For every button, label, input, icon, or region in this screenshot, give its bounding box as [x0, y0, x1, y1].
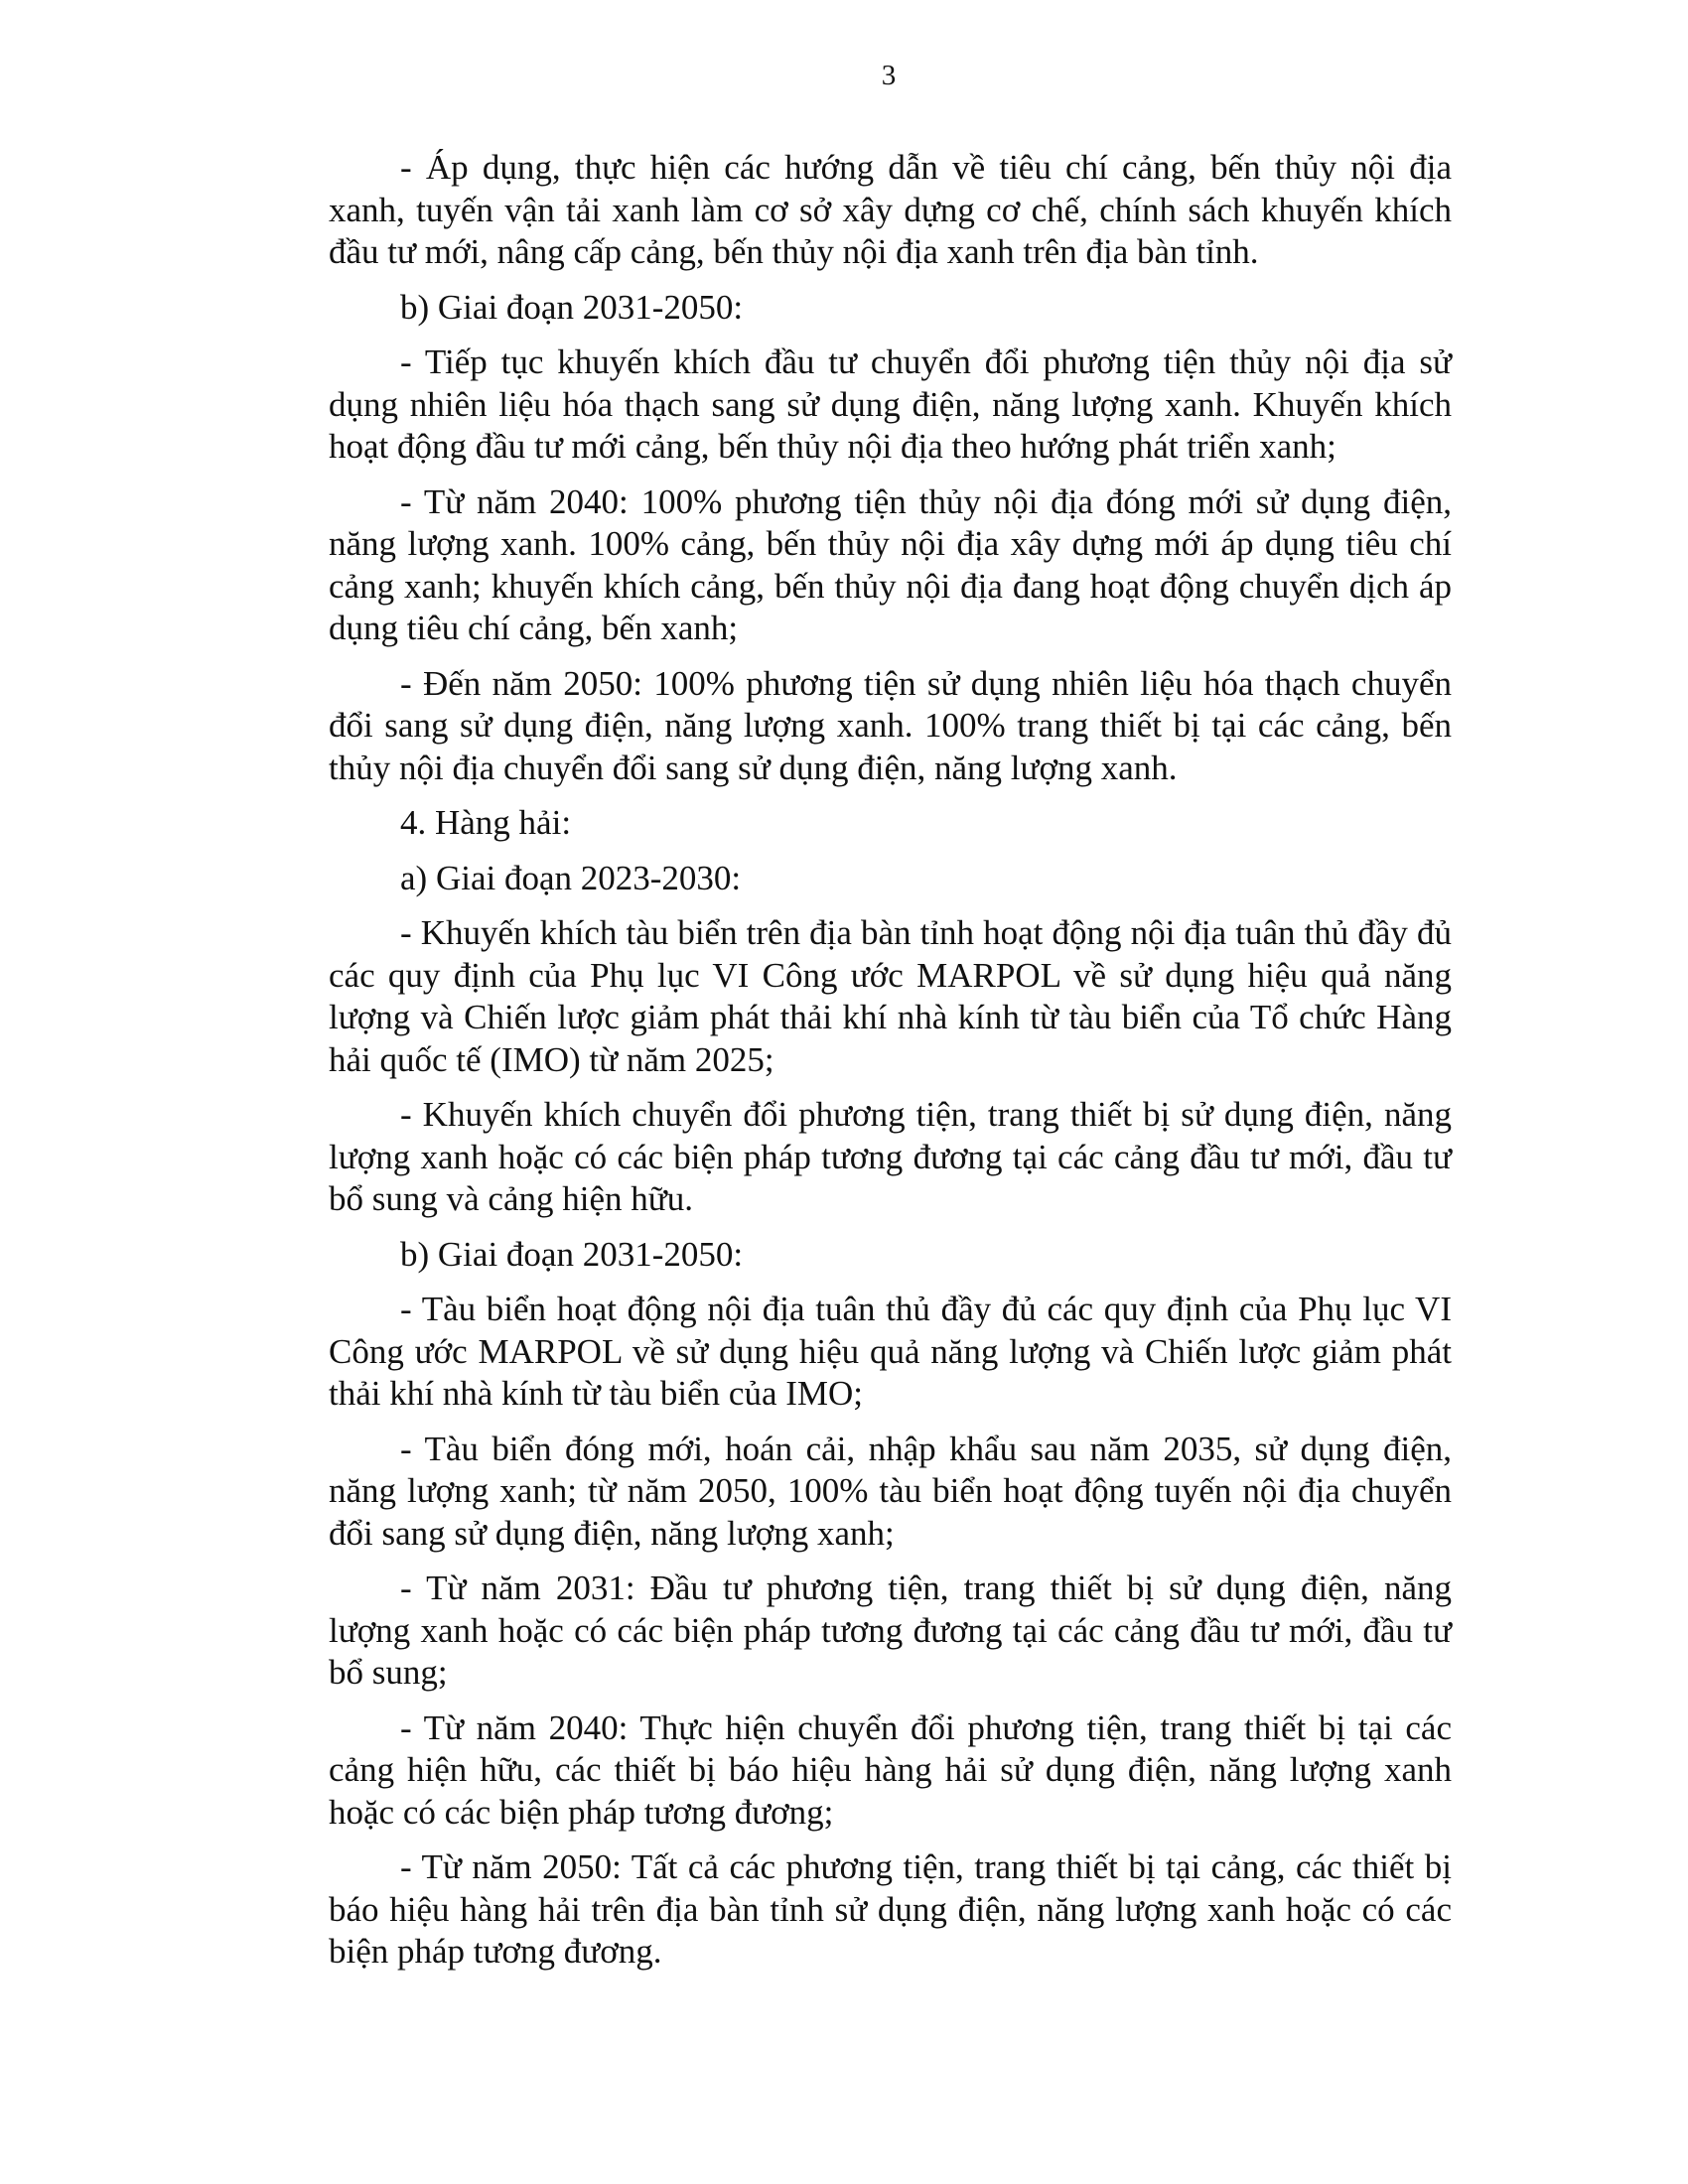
section-heading-maritime: 4. Hàng hải:: [400, 803, 572, 842]
paragraph-inland-from-2040: - Từ năm 2040: 100% phương tiện thủy nội địa đóng mới sử dụng điện, năng lượng xanh. 100% cảng, bến thủy nội địa xây dựng mới áp dụng tiêu chí cảng xanh; khuyến khích cảng, bến thủy nội địa đang hoạt động chuyển dịch áp dụng tiêu chí cảng, bến xanh;: [329, 481, 1452, 647]
paragraph-maritime-from-2031: - Từ năm 2031: Đầu tư phương tiện, trang thiết bị sử dụng điện, năng lượng xanh hoặc có các biện pháp tương đương tại các cảng đầu tư mới, đầu tư bổ sung;: [329, 1569, 1452, 1692]
paragraph-maritime-from-2050: - Từ năm 2050: Tất cả các phương tiện, trang thiết bị tại cảng, các thiết bị báo hiệu hàng hải trên địa bàn tỉnh sử dụng điện, năng lượng xanh hoặc có các biện pháp tương đương.: [329, 1847, 1452, 1971]
paragraph-inland-conversion: - Tiếp tục khuyến khích đầu tư chuyển đổi phương tiện thủy nội địa sử dụng nhiên liệu hóa thạch sang sử dụng điện, năng lượng xanh. Khuyến khích hoạt động đầu tư mới cảng, bến thủy nội địa theo hướng phát triển xanh;: [329, 342, 1452, 466]
document-body: [329, 147, 1452, 1986]
heading-maritime-phase-2023-2030: a) Giai đoạn 2023-2030:: [400, 858, 742, 897]
paragraph-maritime-new-ships-2035: - Tàu biển đóng mới, hoán cải, nhập khẩu sau năm 2035, sử dụng điện, năng lượng xanh; từ năm 2050, 100% tàu biển hoạt động tuyến nội địa chuyển đổi sang sử dụng điện, năng lượng xanh;: [329, 1429, 1452, 1553]
paragraph-maritime-marpol-2025: - Khuyến khích tàu biển trên địa bàn tỉnh hoạt động nội địa tuân thủ đầy đủ các quy định của Phụ lục VI Công ước MARPOL về sử dụng hiệu quả năng lượng và Chiến lược giảm phát thải khí nhà kính từ tàu biển của Tổ chức Hàng hải quốc tế (IMO) từ năm 2025;: [329, 913, 1452, 1079]
page-number: 3: [881, 60, 897, 91]
paragraph-inland-by-2050: - Đến năm 2050: 100% phương tiện sử dụng nhiên liệu hóa thạch chuyển đổi sang sử dụng điện, năng lượng xanh. 100% trang thiết bị tại các cảng, bến thủy nội địa chuyển đổi sang sử dụng điện, năng lượng xanh.: [329, 663, 1452, 787]
paragraph-maritime-marpol-compliance: - Tàu biển hoạt động nội địa tuân thủ đầy đủ các quy định của Phụ lục VI Công ước MARPOL về sử dụng hiệu quả năng lượng và Chiến lược giảm phát thải khí nhà kính từ tàu biển của IMO;: [329, 1290, 1452, 1413]
paragraph-maritime-from-2040: - Từ năm 2040: Thực hiện chuyển đổi phương tiện, trang thiết bị tại các cảng hiện hữu, các thiết bị báo hiệu hàng hải sử dụng điện, năng lượng xanh hoặc có các biện pháp tương đương;: [329, 1707, 1452, 1832]
paragraph-green-port-guidelines: - Áp dụng, thực hiện các hướng dẫn về tiêu chí cảng, bến thủy nội địa xanh, tuyến vận tải xanh làm cơ sở xây dựng cơ chế, chính sách khuyến khích đầu tư mới, nâng cấp cảng, bến thủy nội địa xanh trên địa bàn tỉnh.: [329, 148, 1452, 271]
heading-maritime-phase-2031-2050: b) Giai đoạn 2031-2050:: [400, 1234, 744, 1274]
heading-inland-phase-2031-2050: b) Giai đoạn 2031-2050:: [400, 287, 744, 327]
paragraph-maritime-equipment-conversion: - Khuyến khích chuyển đổi phương tiện, trang thiết bị sử dụng điện, năng lượng xanh hoặc có các biện pháp tương đương tại các cảng đầu tư mới, đầu tư bổ sung và cảng hiện hữu.: [329, 1095, 1452, 1218]
